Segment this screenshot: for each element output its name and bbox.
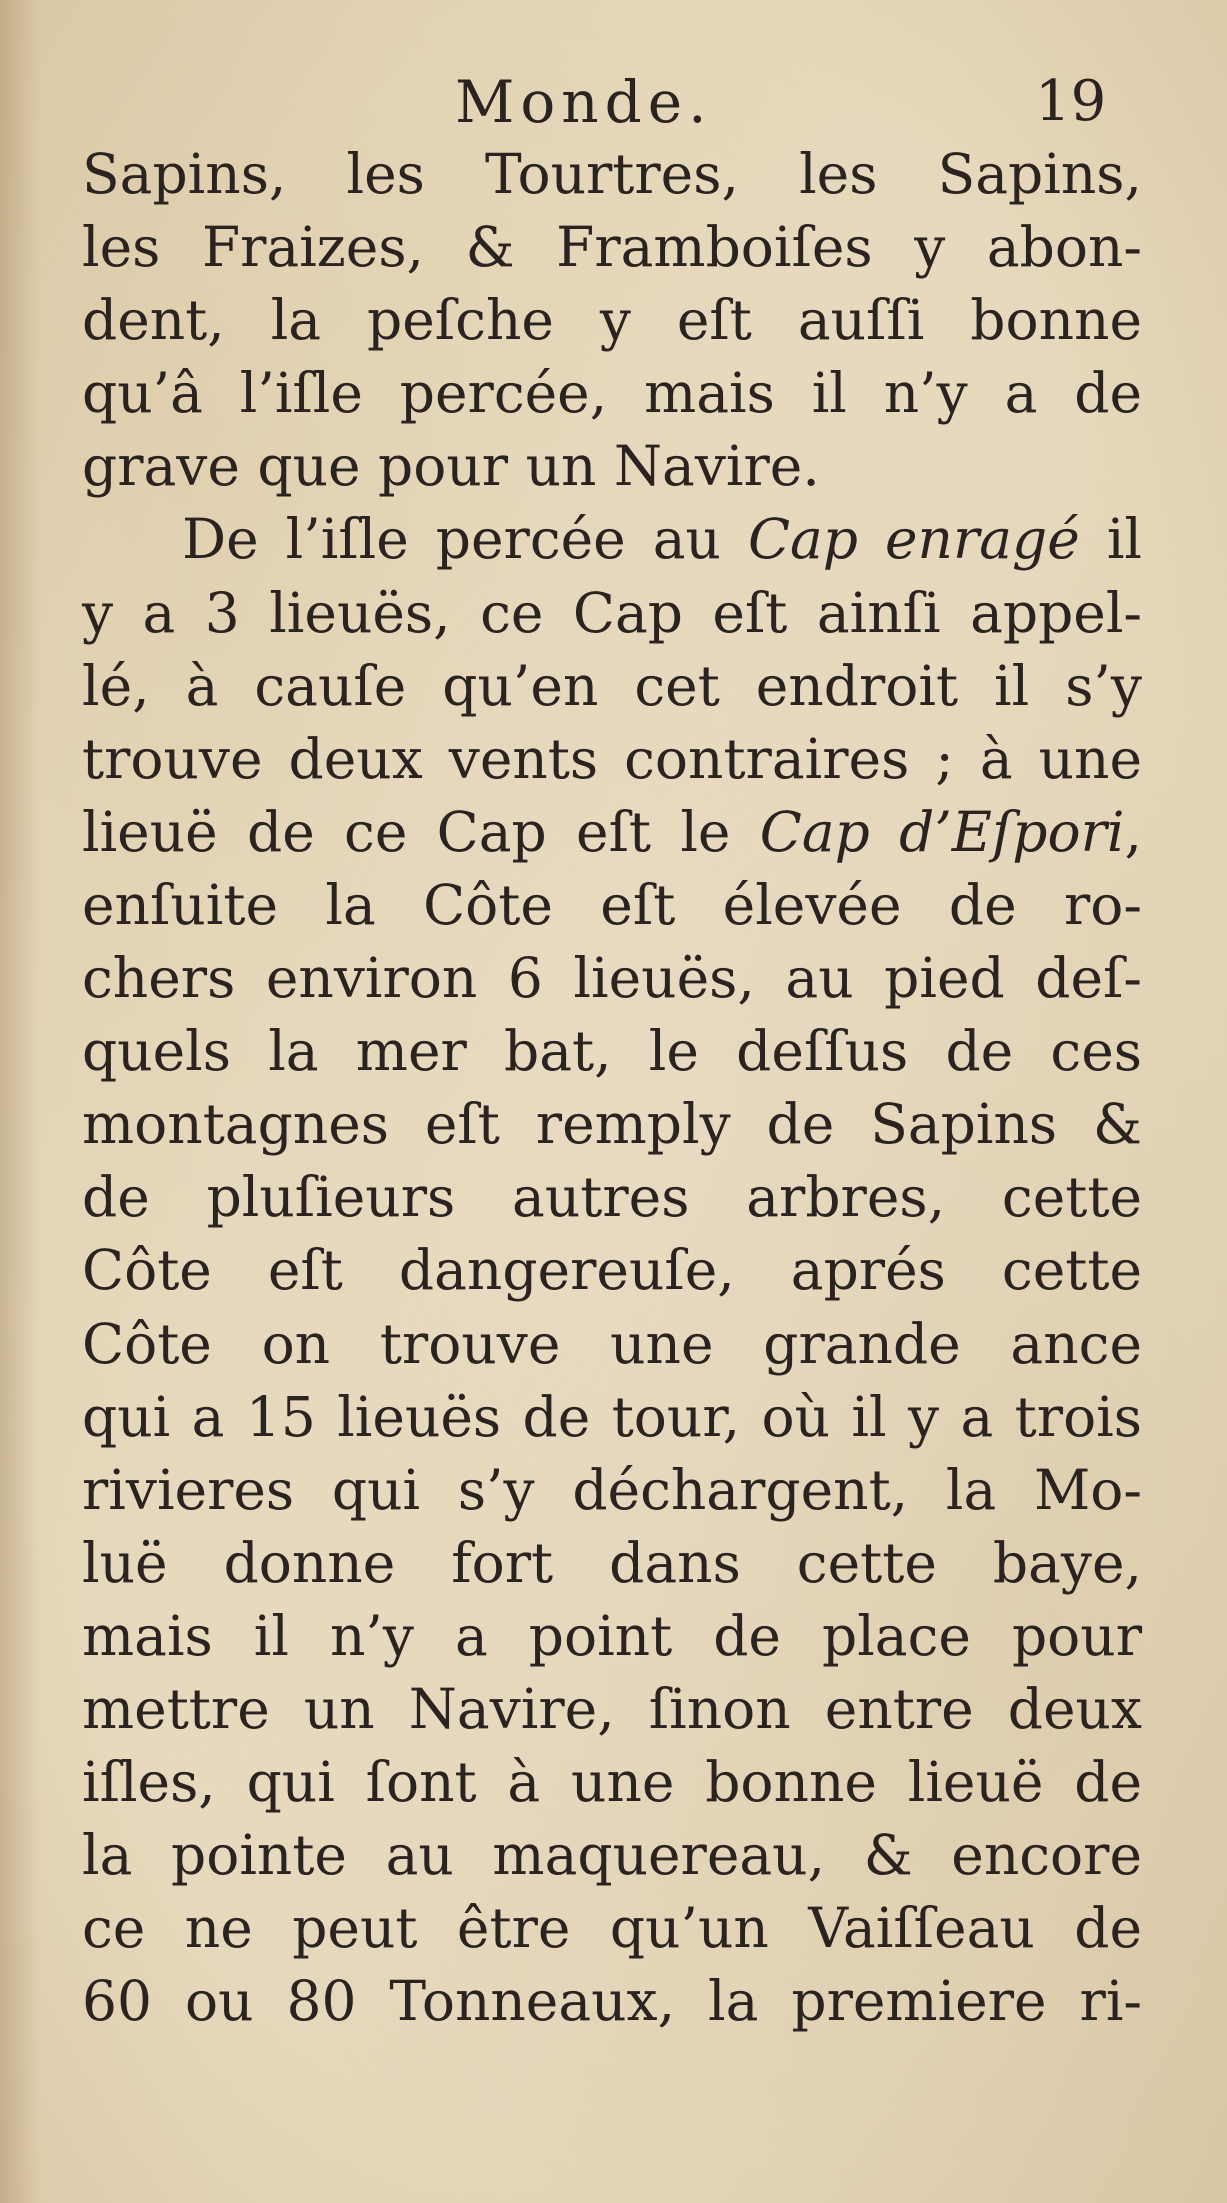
text-line: mais il n’y a point de place pour <box>82 1603 1142 1668</box>
text-line: iſles, qui ſont à une bonne lieuë de <box>82 1750 1142 1815</box>
text-line: y a 3 lieuës, ce Cap eſt ainſi appel- <box>82 580 1142 645</box>
page-gutter-shadow <box>0 0 40 2203</box>
place-name: Cap d’Eſpori <box>759 799 1125 864</box>
text-line <box>82 503 1142 576</box>
text-segment: , <box>1124 799 1142 864</box>
page-header <box>0 62 1227 142</box>
text-line: chers environ 6 lieuës, au pied deſ- <box>82 946 1142 1011</box>
text-line: Côte eſt dangereuſe, aprés cette <box>82 1238 1142 1303</box>
text-line: lé, à cauſe qu’en cet endroit il s’y <box>82 653 1142 718</box>
text-line: Sapins, les Tourtres, les Sapins, <box>82 142 1142 206</box>
text-line: les Fraizes, & Framboiſes y abon- <box>82 215 1142 280</box>
text-segment: De l’iſle percée au <box>182 507 748 572</box>
text-line: la pointe au maquereau, & encore <box>82 1823 1142 1888</box>
text-segment: il <box>1079 507 1142 572</box>
text-line: 60 ou 80 Tonneaux, la premiere ri- <box>82 1969 1142 2034</box>
text-line: rivieres qui s’y déchargent, la Mo- <box>82 1457 1142 1522</box>
text-line: de pluſieurs autres arbres, cette <box>82 1165 1142 1230</box>
text-line: qu’â l’iſle percée, mais il n’y a de <box>82 361 1142 426</box>
body-text <box>82 138 1142 2038</box>
text-line: ce ne peut être qu’un Vaiſſeau de <box>82 1896 1142 1961</box>
text-line: Côte on trouve une grande ance <box>82 1311 1142 1376</box>
text-line: luë donne fort dans cette baye, <box>82 1530 1142 1595</box>
text-line: grave que pour un Navire. <box>82 434 820 499</box>
text-line: enſuite la Côte eſt élevée de ro- <box>82 872 1142 937</box>
text-line: montagnes eſt remply de Sapins & <box>82 1092 1142 1157</box>
page-number: 19 <box>1035 69 1107 134</box>
text-line: qui a 15 lieuës de tour, où il y a trois <box>82 1384 1142 1449</box>
text-line: trouve deux vents contraires ; à une <box>82 726 1142 791</box>
text-line: dent, la peſche y eſt auſſi bonne <box>82 288 1142 353</box>
place-name: Cap enragé <box>747 507 1080 572</box>
running-head: Monde. <box>455 68 713 136</box>
text-line <box>82 796 1142 869</box>
text-line: mettre un Navire, ſinon entre deux <box>82 1676 1142 1741</box>
text-segment: lieuë de ce Cap eſt le <box>82 799 760 864</box>
text-line: quels la mer bat, le deſſus de ces <box>82 1019 1142 1084</box>
